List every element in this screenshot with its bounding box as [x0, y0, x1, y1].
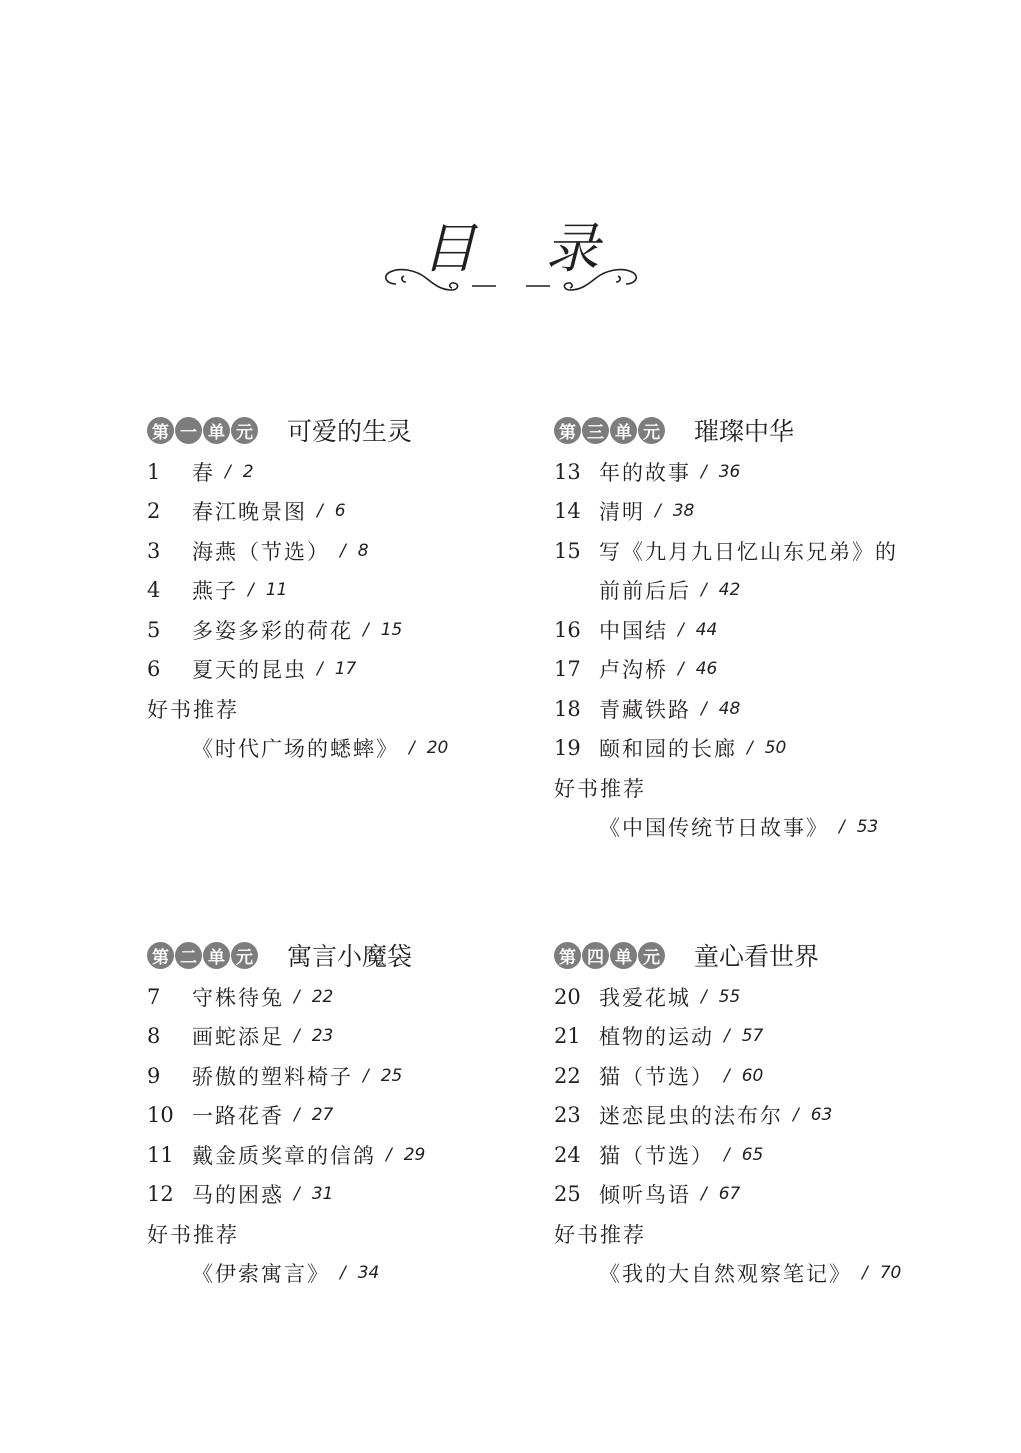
lesson-row[interactable]: 12 马的困惑 / 31 — [147, 1182, 334, 1208]
unit-badge: 第 二 单 元 — [147, 942, 259, 969]
lesson-row[interactable]: 13 年的故事 / 36 — [554, 459, 741, 485]
unit-name: 寓言小魔袋 — [287, 942, 413, 971]
lesson-row[interactable]: 7 守株待兔 / 22 — [147, 984, 334, 1010]
unit-3 — [554, 408, 954, 847]
lesson-row[interactable]: 3 海燕（节选） / 8 — [147, 538, 369, 564]
unit-badge: 第 四 单 元 — [554, 942, 666, 969]
lesson-row[interactable]: 15 写《九月九日忆山东兄弟》的 — [554, 538, 898, 564]
unit-header — [147, 933, 547, 977]
lesson-row[interactable]: 22 猫（节选） / 60 — [554, 1063, 764, 1089]
lesson-row[interactable]: 19 颐和园的长廊 / 50 — [554, 736, 787, 762]
unit-1 — [147, 408, 547, 768]
book-recommend-label: 好书推荐 — [147, 697, 239, 722]
lesson-row[interactable]: 20 我爱花城 / 55 — [554, 984, 741, 1010]
lesson-row[interactable]: 16 中国结 / 44 — [554, 617, 718, 643]
unit-badge: 第 一 单 元 — [147, 417, 259, 444]
lesson-row[interactable]: 17 卢沟桥 / 46 — [554, 657, 718, 683]
unit-header — [554, 408, 954, 452]
book-recommend-label: 好书推荐 — [554, 776, 646, 801]
lesson-row[interactable]: 23 迷恋昆虫的法布尔 / 63 — [554, 1103, 833, 1129]
lesson-row[interactable]: 6 夏天的昆虫 / 17 — [147, 657, 357, 683]
lesson-row[interactable]: 24 猫（节选） / 65 — [554, 1142, 764, 1168]
book-recommend-label: 好书推荐 — [554, 1222, 646, 1247]
recommended-book[interactable]: 《中国传统节日故事》 / 53 — [599, 816, 879, 841]
lesson-row-continuation[interactable]: 前前后后 / 42 — [599, 579, 741, 604]
recommended-book[interactable]: 《伊索寓言》 / 34 — [192, 1262, 380, 1287]
lesson-row[interactable]: 14 清明 / 38 — [554, 499, 695, 525]
lesson-row[interactable]: 1 春 / 2 — [147, 459, 254, 485]
page-title: 目 录 — [421, 217, 626, 280]
lesson-row[interactable]: 8 画蛇添足 / 23 — [147, 1024, 334, 1050]
unit-name: 可爱的生灵 — [287, 417, 413, 446]
lesson-row[interactable]: 4 燕子 / 11 — [147, 578, 288, 604]
unit-2 — [147, 933, 547, 1293]
unit-name: 童心看世界 — [694, 942, 820, 971]
recommended-book[interactable]: 《时代广场的蟋蟀》 / 20 — [192, 737, 449, 762]
lesson-row[interactable]: 18 青藏铁路 / 48 — [554, 696, 741, 722]
lesson-row[interactable]: 5 多姿多彩的荷花 / 15 — [147, 617, 403, 643]
unit-header — [147, 408, 547, 452]
lesson-row[interactable]: 25 倾听鸟语 / 67 — [554, 1182, 741, 1208]
lesson-row[interactable]: 11 戴金质奖章的信鸽 / 29 — [147, 1142, 426, 1168]
unit-header — [554, 933, 954, 977]
recommended-book[interactable]: 《我的大自然观察笔记》 / 70 — [599, 1262, 902, 1287]
lesson-row[interactable]: 21 植物的运动 / 57 — [554, 1024, 764, 1050]
title-flourish-ornament — [376, 262, 646, 302]
lesson-row[interactable]: 2 春江晚景图 / 6 — [147, 499, 346, 525]
book-recommend-label: 好书推荐 — [147, 1222, 239, 1247]
unit-4 — [554, 933, 954, 1293]
lesson-row[interactable]: 10 一路花香 / 27 — [147, 1103, 334, 1129]
unit-badge: 第 三 单 元 — [554, 417, 666, 444]
unit-name: 璀璨中华 — [694, 417, 795, 446]
lesson-row[interactable]: 9 骄傲的塑料椅子 / 25 — [147, 1063, 403, 1089]
